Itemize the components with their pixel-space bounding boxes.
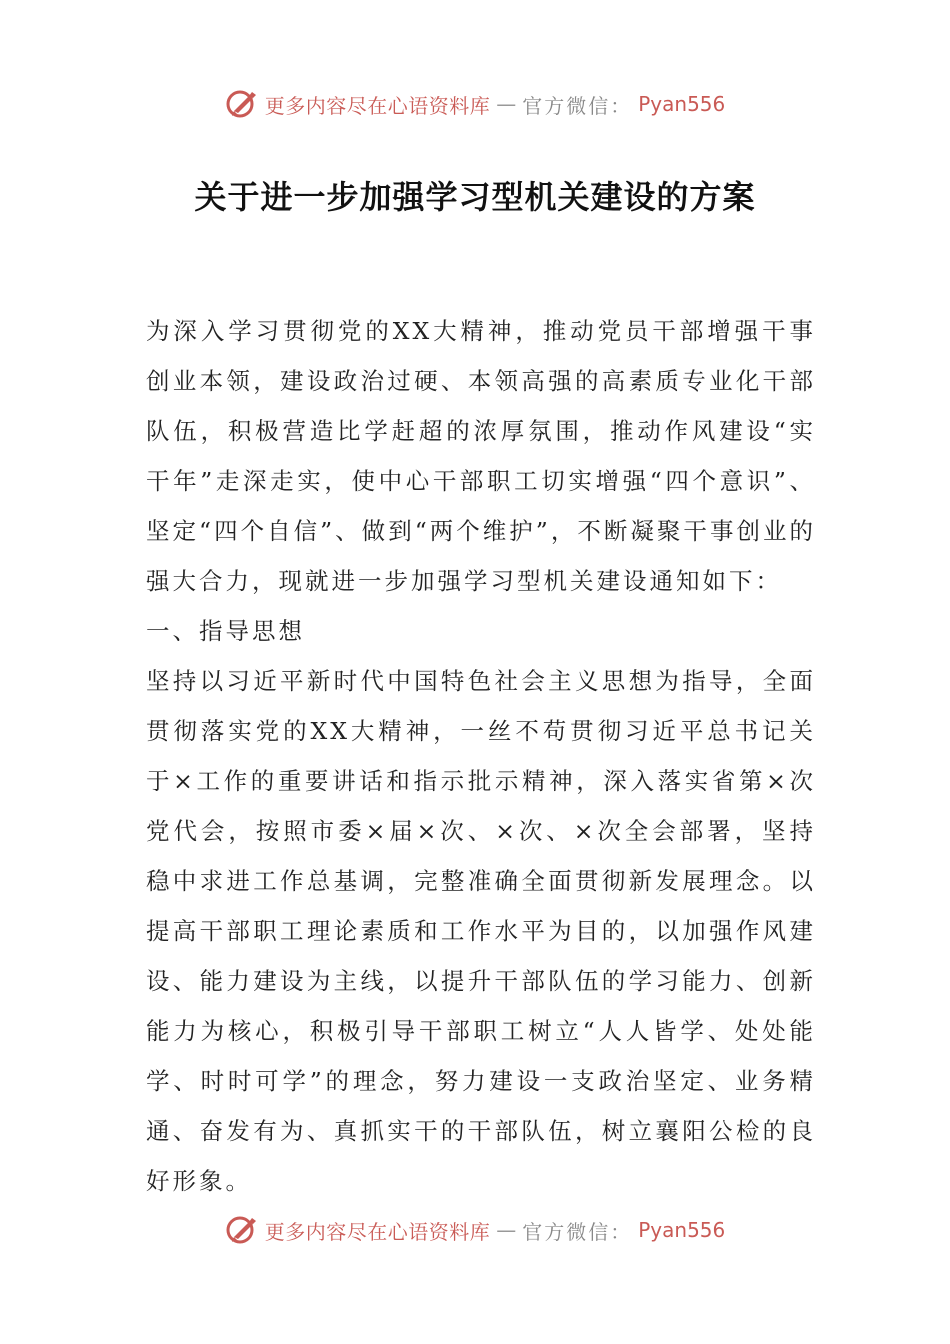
watermark-wechat-id: Pyan556 [638,1218,726,1242]
pen-logo-icon [225,87,259,121]
footer-watermark [0,1210,950,1250]
document-title: 关于进一步加强学习型机关建设的方案 [194,178,756,216]
intro-paragraph: 为深入学习贯彻党的XX大精神，推动党员干部增强干事创业本领，建设政治过硬、本领高强的高素质专业化干部队伍，积极营造比学赶超的浓厚氛围，推动作风建设“实干年”走深走实，使中心干部职工切实增强“四个意识”、坚定“四个自信”、做到“两个维护”，不断凝聚干事创业的强大合力，现就进一步加强学习型机关建设通知如下： [146,317,816,595]
watermark-separator: — [496,1218,517,1242]
header-watermark [0,84,950,124]
watermark-site-text: 更多内容尽在心语资料库 [264,1219,491,1244]
watermark-wechat-id: Pyan556 [638,92,726,116]
pen-logo-icon [225,1213,259,1247]
watermark-label: 官方微信： [522,1219,633,1244]
watermark-site-text: 更多内容尽在心语资料库 [264,93,491,118]
document-body [146,306,816,1206]
watermark-separator: — [496,92,517,116]
watermark-label: 官方微信： [522,93,633,118]
section-heading-guiding-ideology: 一、指导思想 [146,617,305,645]
section-paragraph-guiding-ideology: 坚持以习近平新时代中国特色社会主义思想为指导，全面贯彻落实党的XX大精神，一丝不苟贯彻习近平总书记关于×工作的重要讲话和指示批示精神，深入落实省第×次党代会，按照市委×届×次、×次、×次全会部署，坚持稳中求进工作总基调，完整准确全面贯彻新发展理念。以提高干部职工理论素质和工作水平为目的，以加强作风建设、能力建设为主线，以提升干部队伍的学习能力、创新能力为核心，积极引导干部职工树立“人人皆学、处处能学、时时可学”的理念，努力建设一支政治坚定、业务精通、奋发有为、真抓实干的干部队伍，树立襄阳公检的良好形象。 [146,667,816,1195]
